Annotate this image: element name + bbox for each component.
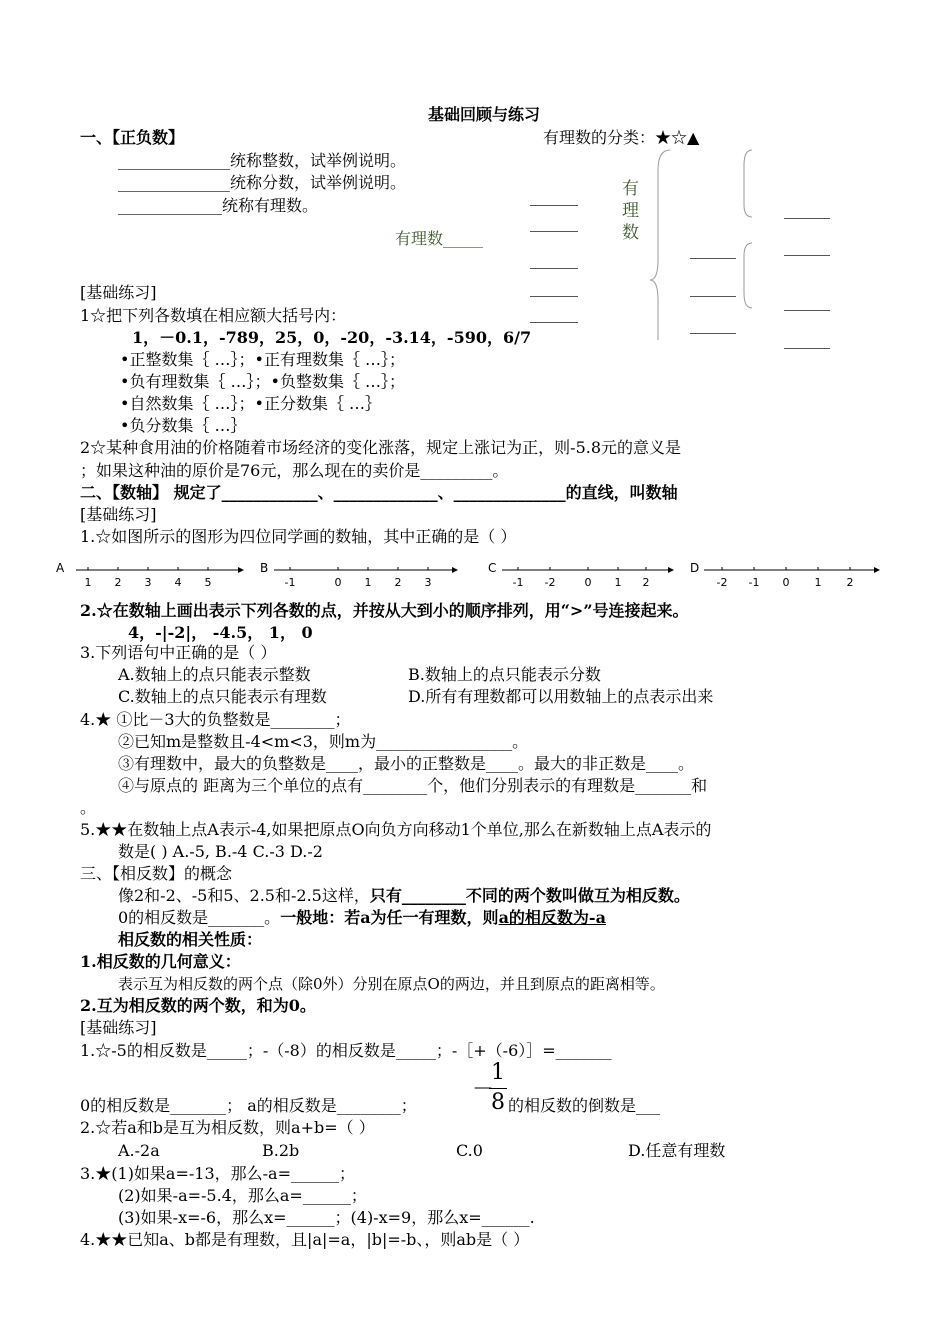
tick-label: -2 <box>716 576 728 589</box>
definition-part: a的相反数为-a <box>498 908 606 927</box>
definition-part: 一般地：若a为任一有理数，则 <box>280 908 499 927</box>
tick-label: 2 <box>642 576 650 589</box>
question-text: 3.★(1)如果a=-13，那么-a=______； <box>80 1164 355 1183</box>
tree-blank <box>530 268 578 269</box>
tick-label: -1 <box>284 576 296 589</box>
question-text: 1.☆-5的相反数是_____；-（-8）的相反数是_____；-［+（-6）］=_______ <box>80 1041 612 1060</box>
option-d: D.所有有理数都可以用数轴上的点表示出来 <box>408 687 714 706</box>
tree-char: 有 <box>622 179 639 199</box>
definition-part: 0的相反数是_______。 <box>118 908 281 927</box>
set-line: •正整数集｛ …｝；•正有理数集｛ …｝； <box>120 350 406 369</box>
question-text: ③有理数中，最大的负整数是____，最小的正整数是____。最大的非正数是____。 <box>118 754 695 773</box>
tick-label: 3 <box>424 576 432 589</box>
question-text: 2.☆若a和b是互为相反数，则a+b=（ ） <box>80 1118 375 1137</box>
classification-brackets-upper <box>738 145 768 225</box>
property-2: 2.互为相反数的两个数，和为0。 <box>80 996 316 1015</box>
tree-blank <box>530 205 578 206</box>
section-3-heading: 三、【相反数】的概念 <box>80 864 233 883</box>
question-text: ；如果这种油的原价是76元，那么现在的卖价是_________。 <box>80 461 509 480</box>
question-text: 3.下列语句中正确的是（ ） <box>80 643 277 662</box>
fraction-line: ______________统称分数，试举例说明。 <box>118 173 407 192</box>
tick-label: 2 <box>114 576 122 589</box>
property-1: 1.相反数的几何意义： <box>80 952 241 971</box>
tree-char: 数 <box>622 223 639 243</box>
tick-label: 3 <box>144 576 152 589</box>
question-text: ②已知m是整数且-4<m<3，则m为_________________。 <box>118 732 529 751</box>
question-text: 1☆把下列各数填在相应额大括号内： <box>80 306 347 325</box>
option-a: A.数轴上的点只能表示整数 <box>118 665 311 684</box>
tick-label: 1 <box>814 576 822 589</box>
tick-label: 0 <box>782 576 790 589</box>
section-1-heading: 一、【正负数】 <box>80 128 185 147</box>
question-text: 。 <box>80 798 97 817</box>
tick-label: 1 <box>364 576 372 589</box>
set-line: •负分数集｛ …｝ <box>120 416 247 435</box>
question-text: 1.☆如图所示的图形为四位同学画的数轴，其中正确的是（ ） <box>80 527 517 546</box>
option-c: C.0 <box>456 1141 483 1160</box>
question-text: ④与原点的 距离为三个单位的点有________个，他们分别表示的有理数是_______和 <box>118 776 708 795</box>
tree-blank <box>784 255 830 256</box>
fraction-numerator: 1 <box>491 1060 505 1085</box>
classification-caption: 有理数的分类：★☆▲ <box>543 128 700 147</box>
definition-part: 只有________不同的两个数叫做互为相反数。 <box>369 886 690 905</box>
tree-blank <box>530 231 578 232</box>
tick-label: 5 <box>204 576 212 589</box>
option-label: C <box>488 561 497 575</box>
tick-label: 2 <box>394 576 402 589</box>
fraction-denominator: 8 <box>491 1090 505 1115</box>
number-list: 4，-|-2|， -4.5， 1， 0 <box>128 623 313 642</box>
practice-heading: [基础练习] <box>80 505 157 524</box>
number-line-c <box>488 558 678 592</box>
option-d: D.任意有理数 <box>628 1141 726 1160</box>
classification-brackets <box>650 140 690 360</box>
tree-blank <box>690 258 736 259</box>
number-line-b <box>260 558 460 592</box>
practice-heading: [基础练习] <box>80 283 157 302</box>
question-text: 4.★ ①比－3大的负整数是________； <box>80 710 351 729</box>
rational-line: _____________统称有理数。 <box>118 196 319 215</box>
option-c: C.数轴上的点只能表示有理数 <box>118 687 327 706</box>
page-title: 基础回顾与练习 <box>428 105 541 124</box>
section-2-heading: 二、【数轴】 规定了____________、_____________、______________的直线，叫数轴 <box>80 483 678 502</box>
tree-blank <box>530 296 578 297</box>
option-b: B.数轴上的点只能表示分数 <box>408 665 601 684</box>
properties-heading: 相反数的相关性质： <box>118 930 263 949</box>
question-text: 0的相反数是_______； a的相反数是________； <box>80 1096 417 1115</box>
tick-label: -1 <box>512 576 524 589</box>
tick-label: 0 <box>584 576 592 589</box>
tree-blank <box>784 348 830 349</box>
tick-label: 1 <box>84 576 92 589</box>
question-text: 2.☆在数轴上画出表示下列各数的点，并按从大到小的顺序排列，用“>”号连接起来。 <box>80 601 689 620</box>
fraction-minus: － <box>472 1077 495 1102</box>
tick-label: 2 <box>846 576 854 589</box>
number-line-d <box>690 558 885 592</box>
tree-blank <box>690 296 736 297</box>
option-label: A <box>56 561 65 575</box>
definition-text <box>118 885 690 907</box>
tree-blank <box>784 218 830 219</box>
set-line: •负有理数集｛ …｝；•负整数集｛ …｝； <box>120 372 406 391</box>
tick-label: 0 <box>334 576 342 589</box>
tree-blank <box>690 333 736 334</box>
option-label: D <box>690 561 700 575</box>
rational-number-label: 有理数_____ <box>395 229 484 248</box>
tick-label: -1 <box>748 576 760 589</box>
question-text: 2☆某种食用油的价格随着市场经济的变化涨落，规定上涨记为正，则-5.8元的意义是 <box>80 438 682 457</box>
option-label: B <box>260 561 269 575</box>
tree-blank <box>530 322 578 323</box>
option-a: A.-2a <box>118 1141 160 1160</box>
tick-label: 4 <box>174 576 182 589</box>
integer-line: ______________统称整数，试举例说明。 <box>118 151 407 170</box>
number-list: 1，－0.1，-789，25，0，-20，-3.14，-590，6/7 <box>132 328 532 347</box>
tree-blank <box>784 310 830 311</box>
question-text: 数是( ) A.-5, B.-4 C.-3 D.-2 <box>118 842 323 861</box>
question-text: (3)如果-x=-6，那么x=______；(4)-x=9，那么x=______. <box>118 1208 535 1227</box>
option-b: B.2b <box>262 1141 300 1160</box>
classification-brackets-lower <box>738 238 768 318</box>
question-text: (2)如果-a=-5.4，那么a=______； <box>118 1186 367 1205</box>
definition-part: 像2和-2、-5和5、2.5和-2.5这样， <box>118 886 370 905</box>
property-1-text: 表示互为相反数的两个点（除0外）分别在原点O的两边，并且到原点的距离相等。 <box>118 975 665 993</box>
set-line: •自然数集｛ …｝；•正分数集｛ …｝ <box>120 394 382 413</box>
number-line-a <box>56 558 246 592</box>
question-text: 5.★★在数轴上点A表示-4,如果把原点O向负方向移动1个单位,那么在新数轴上点A表示的 <box>80 820 712 839</box>
fraction-bar <box>489 1088 507 1089</box>
tick-label: 1 <box>614 576 622 589</box>
tree-char: 理 <box>622 201 639 221</box>
question-text: 的相反数的倒数是___ <box>508 1096 661 1115</box>
definition-text <box>118 907 606 929</box>
practice-heading: [基础练习] <box>80 1018 157 1037</box>
tick-label: -2 <box>544 576 556 589</box>
question-text: 4.★★已知a、b都是有理数，且|a|=a，|b|=-b、，则ab是（ ） <box>80 1230 530 1249</box>
